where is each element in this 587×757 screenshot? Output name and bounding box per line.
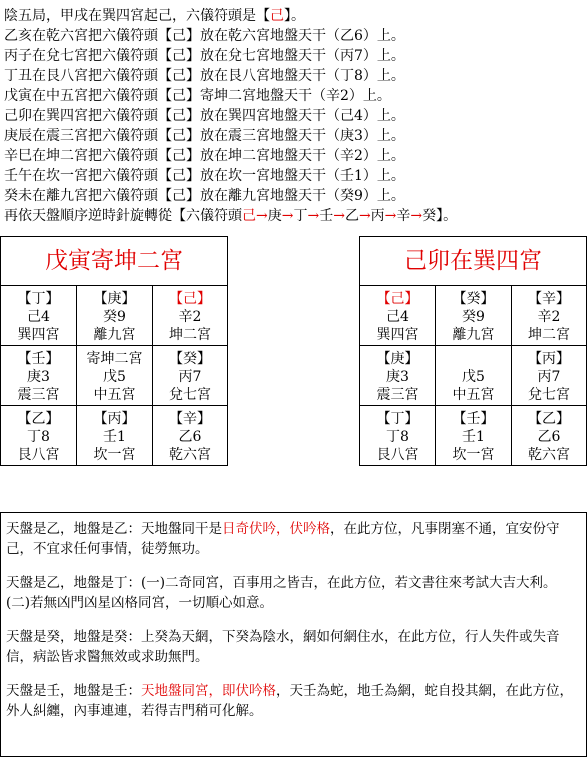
earth-stem: 庚3 xyxy=(27,369,50,385)
intro-line: 癸未在離九宮把六儀符頭【己】放在離九宮地盤天干（癸9）上。 xyxy=(4,188,405,204)
palace-cell xyxy=(435,405,511,465)
note-paragraph xyxy=(6,681,578,721)
rotation-prefix: 再依天盤順序逆時針旋轉從【六儀符頭 xyxy=(4,208,242,224)
rotation-suffix: 】。 xyxy=(436,208,458,224)
heaven-stem xyxy=(436,350,511,368)
earth-stem: 戊5 xyxy=(462,369,485,385)
interpretation-notes xyxy=(0,512,587,757)
heaven-stem: 【丙】 xyxy=(93,411,136,427)
right-chart xyxy=(359,236,587,466)
intro-line: 戊寅在中五宮把六儀符頭【己】寄坤二宮地盤天干（辛2）上。 xyxy=(4,88,391,104)
note-paragraph xyxy=(6,627,578,667)
intro-line: 丙子在兌七宮把六儀符頭【己】放在兌七宮地盤天干（丙7）上。 xyxy=(4,48,405,64)
heaven-stem: 【乙】 xyxy=(17,411,60,427)
intro-line: 己卯在巽四宮把六儀符頭【己】放在巽四宮地盤天干（己4）上。 xyxy=(4,108,405,124)
rotation-stem: 癸 xyxy=(422,208,437,224)
arrow-icon: → xyxy=(358,208,371,224)
note-text: 天盤是乙，地盤是乙：天地盤同干是 xyxy=(6,521,222,537)
heaven-stem: 【壬】 xyxy=(17,351,60,367)
heaven-stem: 【癸】 xyxy=(452,291,495,307)
earth-stem: 癸9 xyxy=(103,309,126,325)
heaven-stem: 【庚】 xyxy=(376,351,419,367)
heaven-stem: 【丙】 xyxy=(528,351,570,367)
palace-name: 巽四宮 xyxy=(376,327,419,343)
palace-name: 離九宮 xyxy=(93,327,136,343)
earth-stem: 己4 xyxy=(27,309,50,325)
arrow-icon: → xyxy=(256,208,268,224)
note-paragraph xyxy=(6,519,578,559)
rotation-stem: 丙 xyxy=(370,208,385,224)
palace-cell xyxy=(435,345,511,405)
intro-line: 辛巳在坤二宮把六儀符頭【己】放在坤二宮地盤天干（辛2）上。 xyxy=(4,148,405,164)
note-text: 天盤是壬，地盤是壬： xyxy=(6,683,141,699)
heaven-stem: 【己】 xyxy=(376,291,419,307)
right-palace-grid xyxy=(360,286,586,465)
rotation-stem: 庚 xyxy=(267,208,282,224)
earth-stem: 癸9 xyxy=(462,309,485,325)
earth-stem: 丙7 xyxy=(537,369,561,385)
note-text: ，天壬為蛇，地壬為網，蛇自投其網，在此方位，外人糾纏，內事連連，若得吉門稍可化解。 xyxy=(6,683,573,719)
palace-name: 震三宮 xyxy=(376,387,419,403)
rotation-sequence xyxy=(256,208,436,224)
palace-cell xyxy=(76,405,152,465)
arrow-icon: → xyxy=(333,208,345,224)
note-text: 天盤是乙，地盤是丁：(一)二奇同宮，百事用之皆吉，在此方位，若文書往來考試大吉大利。(二)若無凶門凶星凶格同宮，一切順心如意。 xyxy=(6,575,557,611)
arrow-icon: → xyxy=(384,208,397,224)
earth-stem: 壬1 xyxy=(103,429,126,445)
earth-stem: 戊5 xyxy=(103,369,126,385)
palace-name: 兌七宮 xyxy=(169,387,211,403)
intro-fuyi-stem: 己 xyxy=(270,8,284,24)
note-highlight: 天地盤同宮，即伏吟格 xyxy=(141,683,276,699)
palace-cell xyxy=(1,286,76,345)
left-palace-grid xyxy=(1,286,227,465)
palace-cell xyxy=(76,345,152,405)
note-text: 天盤是癸，地盤是癸：上癸為天網，下癸為陰水，網如何網住水，在此方位，行人失件或失音信，病訟皆求醫無效或求助無門。 xyxy=(6,629,560,665)
left-chart xyxy=(0,236,228,466)
palace-cell xyxy=(360,286,435,345)
palace-cell xyxy=(511,405,586,465)
rotation-stem: 辛 xyxy=(396,208,411,224)
palace-cell xyxy=(511,286,586,345)
heaven-stem: 【己】 xyxy=(169,291,211,307)
earth-stem: 庚3 xyxy=(386,369,409,385)
intro-line: 丁丑在艮八宮把六儀符頭【己】放在艮八宮地盤天干（丁8）上。 xyxy=(4,68,405,84)
palace-name: 巽四宮 xyxy=(17,327,60,343)
heaven-stem: 【丁】 xyxy=(17,291,60,307)
intro-line-0 xyxy=(4,6,584,26)
earth-stem: 壬1 xyxy=(462,429,485,445)
palace-name: 坎一宮 xyxy=(452,447,495,463)
palace-cell xyxy=(152,405,227,465)
palace-name: 中五宮 xyxy=(452,387,495,403)
palace-name: 離九宮 xyxy=(452,327,495,343)
heaven-stem: 【辛】 xyxy=(169,411,211,427)
rotation-stem: 乙 xyxy=(344,208,359,224)
palace-name: 中五宮 xyxy=(93,387,136,403)
note-highlight: 日奇伏吟，伏吟格 xyxy=(222,521,330,537)
rotation-stem: 丁 xyxy=(293,208,308,224)
palace-cell xyxy=(511,345,586,405)
heaven-stem: 【庚】 xyxy=(93,291,136,307)
palace-name: 艮八宮 xyxy=(376,447,419,463)
intro-line: 乙亥在乾六宮把六儀符頭【己】放在乾六宮地盤天干（乙6）上。 xyxy=(4,28,405,44)
palace-cell xyxy=(360,345,435,405)
palace-name: 乾六宮 xyxy=(169,447,211,463)
palace-name: 震三宮 xyxy=(17,387,60,403)
left-chart-title: 戊寅寄坤二宮 xyxy=(1,237,227,286)
palace-cell xyxy=(152,345,227,405)
earth-stem: 乙6 xyxy=(178,429,202,445)
earth-stem: 辛2 xyxy=(537,309,561,325)
note-text: ，在此方位，凡事閉塞不通，宜安份守己，不宜求任何事情，徒勞無功。 xyxy=(6,521,560,557)
earth-stem: 己4 xyxy=(386,309,409,325)
palace-name: 坤二宮 xyxy=(528,327,570,343)
earth-stem: 丁8 xyxy=(27,429,50,445)
heaven-stem: 【癸】 xyxy=(169,351,211,367)
palace-cell xyxy=(360,405,435,465)
rotation-line xyxy=(4,206,584,226)
intro-text xyxy=(4,6,584,226)
rotation-stem: 壬 xyxy=(319,208,334,224)
intro-line-0-end: 】。 xyxy=(284,8,305,24)
heaven-stem: 寄坤二宮 xyxy=(86,351,143,367)
palace-cell xyxy=(76,286,152,345)
heaven-stem: 【辛】 xyxy=(528,291,570,307)
palace-cell xyxy=(1,405,76,465)
earth-stem: 丁8 xyxy=(386,429,409,445)
rotation-start-stem: 己 xyxy=(242,208,256,224)
intro-line: 庚辰在震三宮把六儀符頭【己】放在震三宮地盤天干（庚3）上。 xyxy=(4,128,405,144)
palace-cell xyxy=(152,286,227,345)
palace-cell xyxy=(1,345,76,405)
arrow-icon: → xyxy=(307,208,320,224)
intro-line-0-text: 陰五局，甲戌在巽四宮起己，六儀符頭是【 xyxy=(4,8,270,24)
arrow-icon: → xyxy=(281,208,294,224)
earth-stem: 乙6 xyxy=(537,429,561,445)
palace-cell xyxy=(435,286,511,345)
palace-name: 艮八宮 xyxy=(17,447,60,463)
heaven-stem: 【丁】 xyxy=(376,411,419,427)
note-paragraph xyxy=(6,573,578,613)
palace-name: 兌七宮 xyxy=(528,387,570,403)
palace-name: 乾六宮 xyxy=(528,447,570,463)
palace-name: 坎一宮 xyxy=(93,447,136,463)
intro-line: 壬午在坎一宮把六儀符頭【己】放在坎一宮地盤天干（壬1）上。 xyxy=(4,168,405,184)
arrow-icon: → xyxy=(410,208,423,224)
palace-name: 坤二宮 xyxy=(169,327,211,343)
heaven-stem: 【乙】 xyxy=(528,411,570,427)
right-chart-title: 己卯在巽四宮 xyxy=(360,237,586,286)
earth-stem: 丙7 xyxy=(178,369,202,385)
heaven-stem: 【壬】 xyxy=(452,411,495,427)
earth-stem: 辛2 xyxy=(178,309,202,325)
